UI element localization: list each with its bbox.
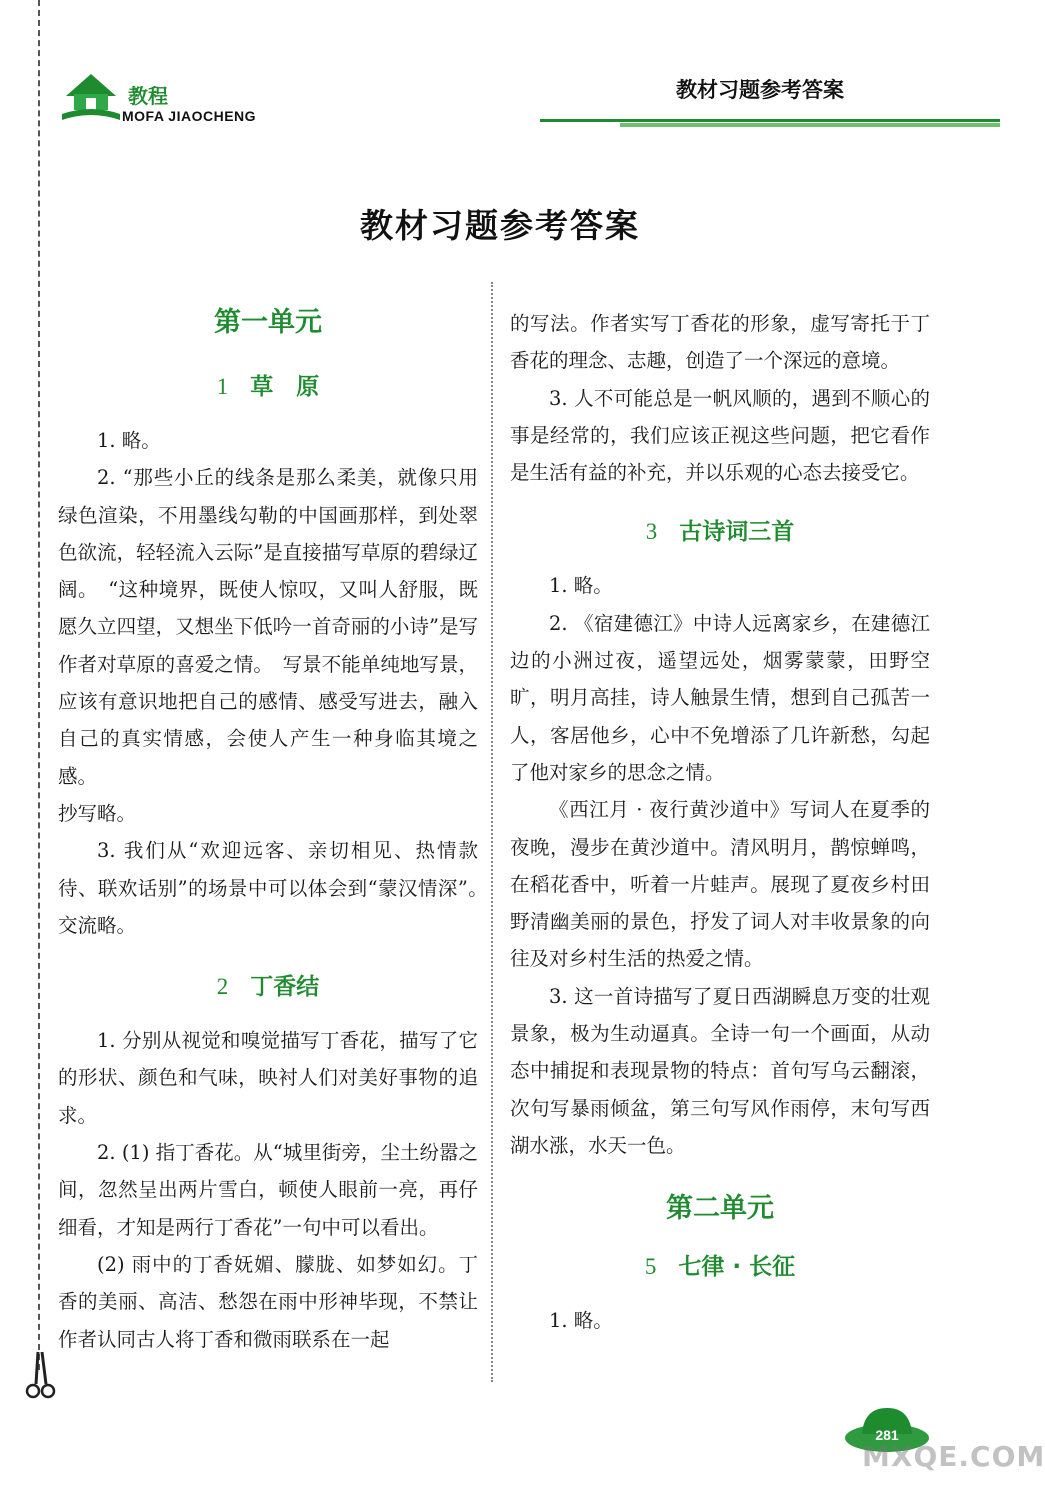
right-column [510, 305, 930, 1340]
answer-paragraph: 的写法。作者实写丁香花的形象，虚写寄托于丁香花的理念、志趣，创造了一个深远的意境。 [510, 312, 930, 373]
lesson-title: 七律 · 长征 [678, 1254, 796, 1281]
brand-logo [60, 68, 300, 128]
header-rule [540, 117, 1000, 129]
header-title: 教材习题参考答案 [676, 78, 844, 102]
scissors-icon [22, 1350, 58, 1400]
lesson-number: 5 [644, 1254, 657, 1280]
answer-paragraph: 3. 这一首诗描写了夏日西湖瞬息万变的壮观景象，极为生动逼真。全诗一句一个画面，从动态中捕捉和表现景物的特点：首句写乌云翻滚，次句写暴雨倾盆，第三句写风作雨停，末句写西湖水涨，水天一色。 [510, 984, 930, 1157]
page-title: 教材习题参考答案 [360, 206, 640, 246]
unit-heading: 第二单元 [666, 1193, 774, 1225]
answer-paragraph: 1. 略。 [549, 574, 613, 598]
lesson-number: 1 [216, 374, 229, 399]
lesson-heading [58, 968, 478, 1012]
logo-text-cn: 教程 [128, 84, 168, 108]
answer-paragraph: 2. (1) 指丁香花。从“城里街旁，尘土纷嚣之间，忽然呈出两片雪白，顿使人眼前一亮，再仔细看，才知是两行丁香花”一句中可以看出。 [58, 1141, 478, 1239]
lesson-number: 2 [216, 974, 229, 1000]
logo-text-en: MOFA JIAOCHENG [122, 108, 257, 124]
lesson-title: 草 原 [250, 374, 320, 400]
answer-paragraph: 《西江月 · 夜行黄沙道中》写词人在夏季的夜晚，漫步在黄沙道中。清风明月，鹊惊蝉鸣，在稻花香中，听着一片蛙声。展现了夏夜乡村田野清幽美丽的景色，抒发了词人对丰收景象的向往及对乡村生活的热爱之情。 [510, 798, 930, 971]
answer-paragraph: 抄写略。 [58, 801, 137, 825]
lesson-title: 丁香结 [250, 974, 320, 1001]
watermark-text: MXQE.COM [862, 1440, 1045, 1473]
answer-paragraph: 3. 人不可能总是一帆风顺的，遇到不顺心的事是经常的，我们应该正视这些问题，把它看作是生活有益的补充，并以乐观的心态去接受它。 [510, 386, 930, 485]
answer-paragraph: 2. “那些小丘的线条是那么柔美，就像只用绿色渲染，不用墨线勾勒的中国画那样，到处翠色欲流，轻轻流入云际”是直接描写草原的碧绿辽阔。 “这种境界，既使人惊叹，又叫人舒服，既愿久立四望，又想坐下低吟一首奇丽的小诗”是写作者对草原的喜爱之情。 写景不能单纯地写景，应该有意识地把自己的感情、感受写进去，融入自己的真实情感，会使人产生一种身临其境之感。 [58, 466, 478, 788]
lesson-heading [510, 513, 930, 557]
answer-paragraph: 1. 略。 [549, 1309, 613, 1333]
answer-paragraph: 1. 分别从视觉和嗅觉描写丁香花，描写了它的形状、颜色和气味，映衬人们对美好事物的追求。 [58, 1029, 478, 1127]
lesson-heading [510, 1248, 930, 1292]
lesson-number: 3 [645, 519, 658, 545]
unit-heading: 第一单元 [214, 307, 322, 338]
book-house-icon [60, 68, 122, 126]
left-column [58, 300, 498, 1358]
answer-paragraph: 3. 我们从“欢迎远客、亲切相见、热情款待、联欢话别”的场景中可以体会到“蒙汉情深”。 交流略。 [58, 839, 498, 937]
column-divider [491, 282, 493, 1382]
lesson-heading [58, 368, 478, 408]
lesson-title: 古诗词三首 [679, 519, 795, 546]
answer-paragraph: (2) 雨中的丁香妩媚、朦胧、如梦如幻。丁香的美丽、高洁、愁怨在雨中形神毕现，不禁让作者认同古人将丁香和微雨联系在一起 [58, 1252, 478, 1351]
answer-paragraph: 1. 略。 [97, 429, 161, 452]
page-number: 281 [875, 1427, 899, 1443]
answer-paragraph: 2. 《宿建德江》中诗人远离家乡，在建德江边的小洲过夜，遥望远处，烟雾蒙蒙，田野空旷，明月高挂，诗人触景生情，想到自己孤苦一人，客居他乡，心中不免增添了几许新愁，勾起了他对家乡的思念之情。 [510, 611, 930, 784]
